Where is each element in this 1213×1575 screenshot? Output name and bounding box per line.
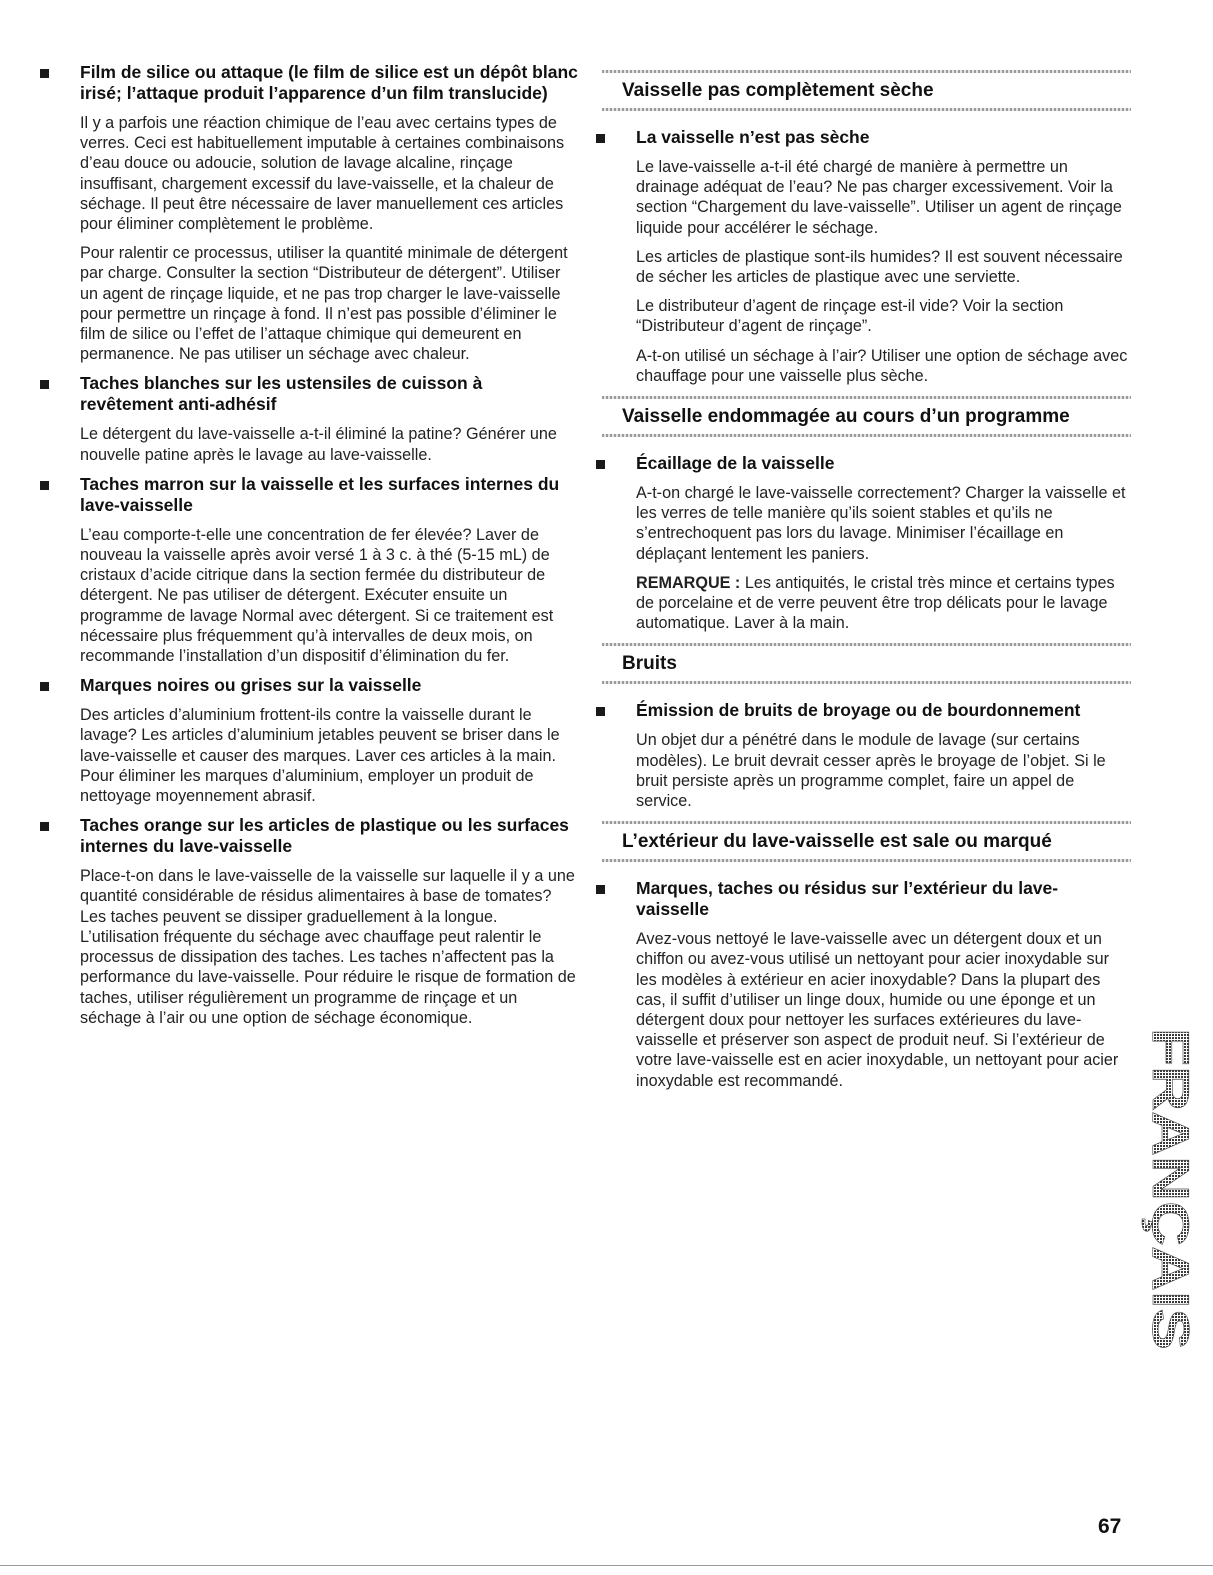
- list-item: [596, 700, 1131, 811]
- section-heading: Bruits: [622, 653, 677, 675]
- list-item: [596, 453, 1131, 633]
- section-heading: Vaisselle endommagée au cours d’un programme: [622, 406, 1070, 428]
- section-dishes-not-dry: [596, 70, 1131, 386]
- list-item: [596, 878, 1131, 1091]
- section-dishes-damaged: [596, 396, 1131, 633]
- list-item: [40, 815, 580, 1028]
- item-title: Taches marron sur la vaisselle et les surfaces internes du lave-vaisselle: [80, 473, 560, 515]
- item-paragraph: Des articles d’aluminium frottent-ils contre la vaisselle durant le lavage? Les articles d’aluminium jetables peuvent se briser dans le lave-vaisselle et causer des marques. Laver ces articles à la main. Pour éliminer les marques d’aluminium, employer un produit de nettoyage moyennement abrasif.: [80, 706, 560, 806]
- language-side-tab: [1140, 1028, 1200, 1353]
- bullet-square-icon: [40, 481, 49, 490]
- list-item: [596, 127, 1131, 386]
- item-title: La vaisselle n’est pas sèche: [636, 127, 870, 147]
- item-paragraph: Place-t-on dans le lave-vaisselle de la vaisselle sur laquelle il y a une quantité considérable de résidus alimentaires à base de tomates? Les taches peuvent se dissiper graduellement à la longue. L’utilisation fréquente du séchage avec chauffage peut ralentir le processus de dissipation des taches. Les taches n’affectent pas la performance du lave-vaisselle. Pour réduire le risque de formation de taches, utiliser régulièrement un programme de rinçage et un séchage à l’air ou une option de séchage économique.: [80, 867, 576, 1027]
- bullet-square-icon: [40, 682, 49, 691]
- section-heading: Vaisselle pas complètement sèche: [622, 80, 934, 101]
- item-title: Émission de bruits de broyage ou de bourdonnement: [636, 700, 1081, 721]
- item-title: Taches blanches sur les ustensiles de cuisson à revêtement anti-adhésif: [80, 373, 483, 415]
- section-noise: [596, 643, 1131, 811]
- item-title: Écaillage de la vaisselle: [636, 453, 835, 474]
- item-paragraph: Avez-vous nettoyé le lave-vaisselle avec un détergent doux et un chiffon ou avez-vous utilisé un nettoyant pour acier inoxydable sur les modèles à extérieur en acier inoxydable? Dans la plupart des cas, il suffit d’utiliser un linge doux, humide ou une éponge et un détergent doux pour nettoyer les surfaces extérieures du lave-vaisselle et préserver son aspect de produit neuf. Si l’extérieur de votre lave-vaisselle est en acier inoxydable, un nettoyant pour acier inoxydable est recommandé.: [636, 930, 1119, 1090]
- item-title: Taches orange sur les articles de plastique ou les surfaces internes du lave-vaisselle: [80, 815, 569, 857]
- note-text: Les antiquités, le cristal très mince et certains types de porcelaine et de verre peuvent être trop délicats pour le lavage automatique. Laver à la main.: [636, 573, 1115, 633]
- left-column: [40, 62, 580, 1037]
- note-label: REMARQUE :: [636, 573, 741, 592]
- section-rule-top: [602, 821, 1131, 824]
- list-item: [40, 675, 580, 806]
- item-paragraph: Les articles de plastique sont-ils humides? Il est souvent nécessaire de sécher les articles de plastique avec une serviette.: [636, 247, 1123, 287]
- item-paragraph: Le détergent du lave-vaisselle a-t-il éliminé la patine? Générer une nouvelle patine après le lavage au lave-vaisselle.: [80, 425, 557, 464]
- item-paragraph: Le distributeur d’agent de rinçage est-il vide? Voir la section “Distributeur d’agent de rinçage”.: [636, 297, 1064, 336]
- right-column: [596, 70, 1131, 1101]
- section-rule-bottom: [602, 859, 1131, 862]
- section-rule-bottom: [602, 434, 1131, 437]
- section-rule-bottom: [602, 681, 1131, 684]
- language-tab-label: FRANÇAIS: [1141, 1028, 1199, 1297]
- item-paragraph: A-t-on chargé le lave-vaisselle correctement? Charger la vaisselle et les verres de telle manière qu’ils soient stables et qu’ils ne s’entrechoquent pas lors du lavage. Minimiser l’écaillage en déplaçant lentement les paniers.: [636, 484, 1126, 563]
- bullet-square-icon: [40, 69, 49, 78]
- section-rule-top: [602, 396, 1131, 399]
- bullet-square-icon: [596, 134, 605, 143]
- list-item: [40, 474, 580, 666]
- item-paragraph: L’eau comporte-t-elle une concentration de fer élevée? Laver de nouveau la vaisselle après avoir versé 1 à 3 c. à thé (5-15 mL) de cristaux d’acide citrique dans la section fermée du distributeur de détergent. Ne pas utiliser de détergent. Exécuter ensuite un programme de lavage Normal avec détergent. Si ce traitement est nécessaire plus fréquemment qu’à intervalles de deux mois, on recommande l’installation d’un dispositif d’élimination du fer.: [80, 525, 554, 666]
- section-rule-top: [602, 643, 1131, 646]
- section-exterior-dirty: [596, 821, 1131, 1091]
- item-paragraph: Un objet dur a pénétré dans le module de lavage (sur certains modèles). Le bruit devrait cesser après le broyage de l’objet. Si le bruit persiste après un programme complet, faire un appel de service.: [636, 731, 1106, 811]
- bottom-rule: [0, 1565, 1213, 1566]
- bullet-square-icon: [40, 822, 49, 831]
- language-tab-svg: [1140, 1028, 1200, 1353]
- bullet-square-icon: [40, 380, 49, 389]
- item-paragraph: Le lave-vaisselle a-t-il été chargé de manière à permettre un drainage adéquat de l’eau? Ne pas charger excessivement. Voir la section “Chargement du lave-vaisselle”. Utiliser un agent de rinçage liquide pour accélérer le séchage.: [636, 158, 1122, 237]
- item-title: Marques noires ou grises sur la vaisselle: [80, 675, 422, 696]
- section-heading: L’extérieur du lave-vaisselle est sale ou marqué: [622, 831, 1052, 853]
- item-title: Film de silice ou attaque (le film de silice est un dépôt blanc irisé; l’attaque produit l’apparence d’un film translucide): [80, 62, 578, 103]
- list-item: [40, 373, 580, 464]
- list-item: [40, 62, 580, 364]
- section-rule-top: [602, 70, 1131, 73]
- section-rule-bottom: [602, 108, 1131, 111]
- item-paragraph: Il y a parfois une réaction chimique de l’eau avec certains types de verres. Ceci est habituellement imputable à certaines combinaisons d’eau douce ou adoucie, solution de lavage alcaline, rinçage insuffisant, chargement excessif du lave-vaisselle, et la chaleur de séchage. Il peut être nécessaire de laver manuellement ces articles pour éliminer complètement le problème.: [80, 114, 565, 234]
- item-paragraph: Pour ralentir ce processus, utiliser la quantité minimale de détergent par charge. Consulter la section “Distributeur de détergent”. Utiliser un agent de rinçage liquide, et ne pas trop charger le lave-vaisselle pour permettre un rinçage à fond. Il n’est pas possible d’éliminer le film de silice ou l’effet de l’attaque chimique qui demeurent en permanence. Ne pas utiliser un séchage avec chaleur.: [80, 244, 568, 364]
- bullet-square-icon: [596, 460, 605, 469]
- page-number: 67: [1098, 1515, 1122, 1538]
- note-paragraph: [636, 573, 1131, 634]
- item-paragraph: A-t-on utilisé un séchage à l’air? Utiliser une option de séchage avec chauffage pour une vaisselle plus sèche.: [636, 346, 1128, 385]
- item-title: Marques, taches ou résidus sur l’extérieur du lave-vaisselle: [636, 878, 1059, 920]
- bullet-square-icon: [596, 707, 605, 716]
- bullet-square-icon: [596, 885, 605, 894]
